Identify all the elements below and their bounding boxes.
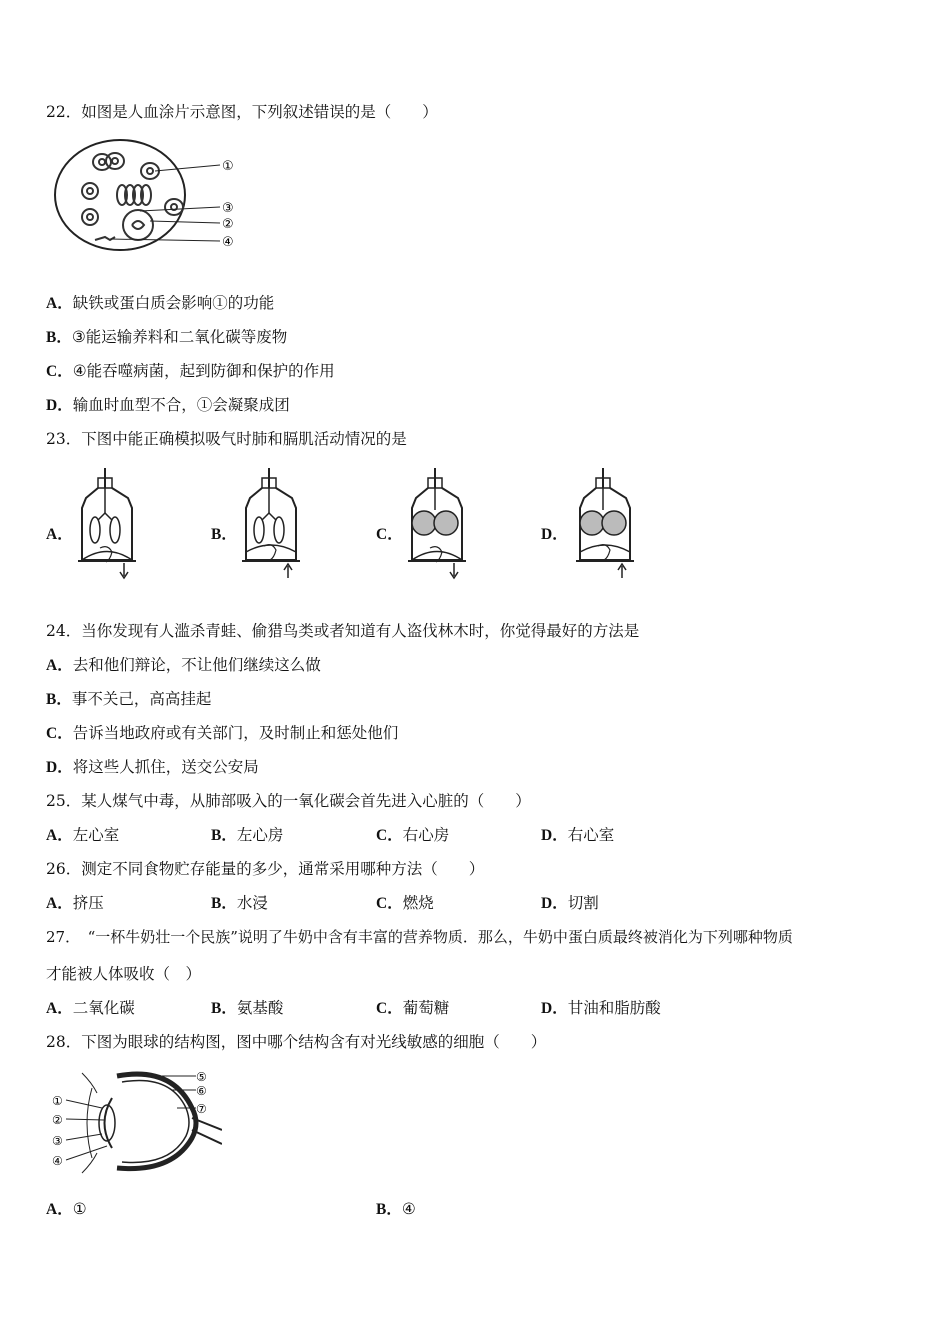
- q22-option-a-label: A．: [46, 295, 73, 312]
- question-26-stem: 26．测定不同食物贮存能量的多少，通常采用哪种方法（ ）: [46, 860, 485, 878]
- q27-option-d-label: D．: [541, 1000, 568, 1017]
- q22-option-b[interactable]: [46, 327, 287, 348]
- q24-option-c-label: C．: [46, 725, 73, 742]
- q25-option-d-text: 右心室: [567, 826, 615, 844]
- q28-option-a[interactable]: [46, 1199, 87, 1220]
- q25-option-d[interactable]: [541, 825, 614, 846]
- q23-option-d-label[interactable]: D．: [541, 526, 568, 543]
- q22-option-c-text: ④能吞噬病菌，起到防御和保护的作用: [72, 362, 335, 380]
- blood-smear-figure: [50, 135, 250, 255]
- q24-option-a-label: A．: [46, 657, 73, 674]
- q24-option-a-text: 去和他们辩论，不让他们继续这么做: [72, 656, 321, 674]
- q26-option-d[interactable]: [541, 893, 599, 914]
- smear-label-1: ①: [222, 159, 234, 174]
- q28-option-b-label: B．: [376, 1201, 402, 1218]
- question-25-stem: 25．某人煤气中毒，从肺部吸入的一氧化碳会首先进入心脏的（ ）: [46, 792, 531, 810]
- q24-option-d[interactable]: [46, 757, 259, 778]
- q25-option-a-text: 左心室: [72, 826, 120, 844]
- question-22-stem: 22．如图是人血涂片示意图，下列叙述错误的是（ ）: [46, 103, 438, 121]
- eye-label-1: ①: [52, 1094, 63, 1108]
- q27-option-d[interactable]: [541, 998, 661, 1019]
- eye-label-4: ④: [52, 1154, 63, 1168]
- q27-option-c-text: 葡萄糖: [402, 999, 450, 1017]
- bell-jar-figure-b: [240, 468, 302, 580]
- eyeball-figure: [52, 1068, 222, 1178]
- q27-option-b[interactable]: [211, 998, 283, 1019]
- q22-option-a-text: 缺铁或蛋白质会影响①的功能: [72, 294, 275, 312]
- q22-option-b-text: ③能运输养料和二氧化碳等废物: [71, 328, 288, 346]
- q22-option-d-label: D．: [46, 397, 73, 414]
- bell-jar-figure-a: [76, 468, 138, 580]
- q25-option-c-label: C．: [376, 827, 403, 844]
- q22-option-c-label: C．: [46, 363, 73, 380]
- smear-label-3: ③: [222, 201, 234, 216]
- q24-option-a[interactable]: [46, 655, 321, 676]
- q23-option-a-label[interactable]: A．: [46, 526, 73, 543]
- q22-option-d[interactable]: [46, 395, 290, 416]
- q26-option-c-text: 燃烧: [402, 894, 434, 912]
- smear-label-2: ②: [222, 217, 234, 232]
- eye-label-5: ⑤: [196, 1070, 207, 1084]
- q22-option-b-label: B．: [46, 329, 72, 346]
- q25-option-c-text: 右心房: [402, 826, 450, 844]
- q22-option-d-text: 输血时血型不合，①会凝聚成团: [72, 396, 290, 414]
- q26-option-a-text: 挤压: [72, 894, 104, 912]
- q27-option-d-text: 甘油和脂肪酸: [567, 999, 661, 1017]
- q26-option-b[interactable]: [211, 893, 268, 914]
- q24-option-d-label: D．: [46, 759, 73, 776]
- question-27-stem-line2: 才能被人体吸收（ ）: [46, 965, 202, 983]
- smear-label-4: ④: [222, 235, 234, 250]
- q26-option-b-label: B．: [211, 895, 237, 912]
- eye-label-2: ②: [52, 1113, 63, 1127]
- q24-option-c[interactable]: [46, 723, 398, 744]
- q25-option-c[interactable]: [376, 825, 449, 846]
- bell-jar-figure-d: [574, 468, 636, 580]
- q28-option-a-label: A．: [46, 1201, 73, 1218]
- q24-option-c-text: 告诉当地政府或有关部门，及时制止和惩处他们: [72, 724, 399, 742]
- q25-option-b-label: B．: [211, 827, 237, 844]
- q28-option-b-text: ④: [401, 1200, 416, 1218]
- bell-jar-figure-c: [406, 468, 468, 580]
- q28-option-b[interactable]: [376, 1199, 416, 1220]
- question-24-stem: 24．当你发现有人滥杀青蛙、偷猎鸟类或者知道有人盗伐林木时，你觉得最好的方法是: [46, 622, 640, 640]
- q27-option-a[interactable]: [46, 998, 135, 1019]
- q24-option-b-label: B．: [46, 691, 72, 708]
- question-23-stem: 23．下图中能正确模拟吸气时肺和膈肌活动情况的是: [46, 430, 407, 448]
- q27-option-b-text: 氨基酸: [236, 999, 284, 1017]
- q26-option-c-label: C．: [376, 895, 403, 912]
- q22-option-c[interactable]: [46, 361, 335, 382]
- q26-option-d-text: 切割: [567, 894, 599, 912]
- q27-option-c[interactable]: [376, 998, 449, 1019]
- eye-label-6: ⑥: [196, 1084, 207, 1098]
- q23-option-c-label[interactable]: C．: [376, 526, 403, 543]
- q27-option-a-label: A．: [46, 1000, 73, 1017]
- q26-option-a-label: A．: [46, 895, 73, 912]
- q26-option-b-text: 水浸: [236, 894, 268, 912]
- q26-option-d-label: D．: [541, 895, 568, 912]
- q24-option-b-text: 事不关己，高高挂起: [71, 690, 212, 708]
- q25-option-b-text: 左心房: [236, 826, 284, 844]
- q27-option-a-text: 二氧化碳: [72, 999, 135, 1017]
- eye-label-7: ⑦: [196, 1102, 207, 1116]
- q25-option-a-label: A．: [46, 827, 73, 844]
- question-27-stem-line1: 27． “一杯牛奶壮一个民族”说明了牛奶中含有丰富的营养物质．那么，牛奶中蛋白质最终被消化为下列哪种物质: [46, 928, 793, 946]
- question-28-stem: 28．下图为眼球的结构图，图中哪个结构含有对光线敏感的细胞（ ）: [46, 1033, 547, 1051]
- q25-option-d-label: D．: [541, 827, 568, 844]
- q27-option-c-label: C．: [376, 1000, 403, 1017]
- q28-option-a-text: ①: [72, 1200, 87, 1218]
- q27-option-b-label: B．: [211, 1000, 237, 1017]
- q23-option-b-label[interactable]: B．: [211, 526, 237, 543]
- eye-label-3: ③: [52, 1134, 63, 1148]
- q26-option-c[interactable]: [376, 893, 434, 914]
- q25-option-b[interactable]: [211, 825, 283, 846]
- q25-option-a[interactable]: [46, 825, 119, 846]
- q22-option-a[interactable]: [46, 293, 274, 314]
- q24-option-d-text: 将这些人抓住，送交公安局: [72, 758, 259, 776]
- q24-option-b[interactable]: [46, 689, 211, 710]
- q26-option-a[interactable]: [46, 893, 104, 914]
